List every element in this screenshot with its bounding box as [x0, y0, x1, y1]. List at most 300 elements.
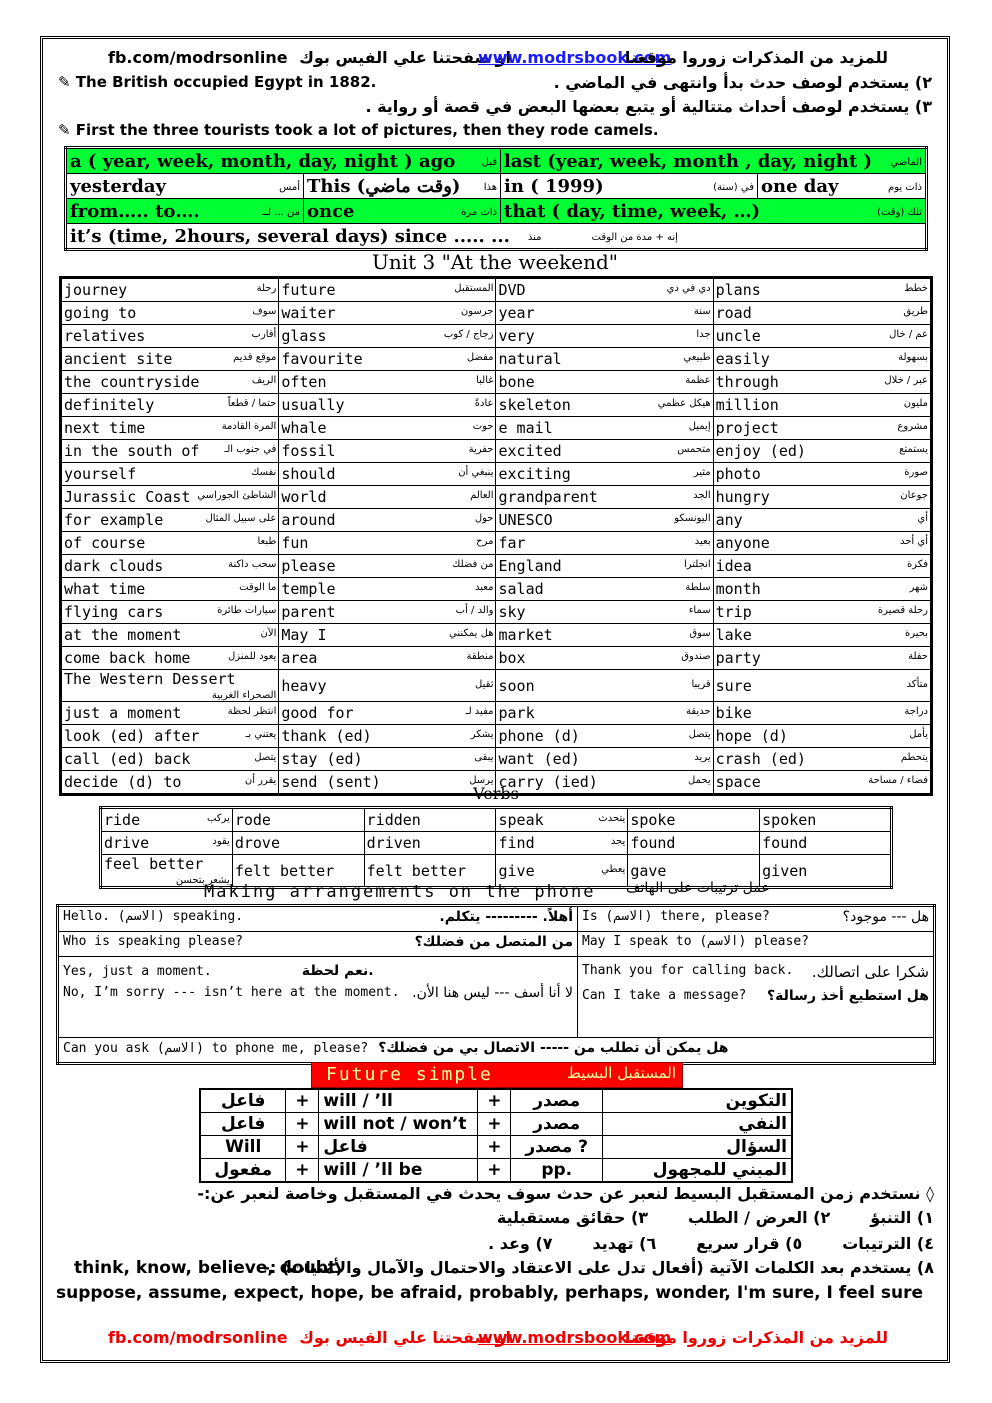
vocab-cell	[279, 509, 496, 532]
verb-form: felt better	[366, 861, 466, 880]
vocab-row	[61, 601, 932, 624]
vocab-cell	[279, 278, 496, 302]
vocab-meaning: يعود للمنزل	[227, 651, 277, 662]
vocab-meaning: منطقة	[466, 651, 494, 662]
verb-row	[101, 808, 892, 832]
top-header	[108, 48, 888, 67]
future-cell: مصدر	[511, 1113, 603, 1136]
vocab-meaning: جدا	[696, 329, 711, 340]
vocab-word: project	[715, 419, 779, 437]
verb-cell	[232, 808, 364, 832]
verb-cell	[760, 832, 892, 855]
vocab-meaning: سوق	[689, 628, 711, 639]
verb-form: feel better	[104, 855, 204, 873]
vocab-word: box	[498, 649, 526, 667]
phone-section-title-ar: عمل ترتيبات على الهاتف	[626, 880, 770, 896]
vocab-word: park	[498, 704, 535, 722]
vocab-meaning: سيارات طائرة	[217, 605, 277, 616]
vocab-cell	[713, 417, 931, 440]
vocab-cell	[713, 486, 931, 509]
verb-form: give	[498, 861, 535, 880]
vocab-meaning: ما الوقت	[239, 582, 277, 593]
vocab-word: at the moment	[64, 626, 182, 644]
vocab-meaning: دراجة	[904, 706, 928, 717]
verb-form: driven	[366, 834, 421, 852]
vocab-meaning: مليون	[903, 398, 928, 409]
verb-form: spoke	[630, 811, 676, 829]
vocab-word: easily	[715, 350, 770, 368]
vocab-cell	[61, 578, 279, 601]
vocab-word: grandparent	[498, 488, 598, 506]
future-row	[200, 1089, 792, 1113]
vocab-meaning: عم / خال	[889, 329, 928, 340]
past-use-3: ٣) يستخدم لوصف أحداث متتالية أو يتبع بعضها البعض في قصة أو رواية .	[365, 97, 932, 116]
vocab-word: flying cars	[64, 603, 164, 621]
vocab-word: favourite	[281, 350, 363, 368]
vocab-meaning: غالبا	[476, 375, 494, 386]
vocab-meaning: صندوق	[681, 651, 711, 662]
vocab-cell	[61, 509, 279, 532]
vocab-cell	[496, 748, 713, 771]
vocab-word: around	[281, 511, 336, 529]
verb-cell	[628, 808, 760, 832]
vocab-meaning: حول	[474, 513, 494, 524]
vocab-word: phone (d)	[498, 727, 580, 745]
vocab-word: glass	[281, 327, 327, 345]
verb-meaning: يشعر بتحسن	[175, 875, 230, 886]
vocab-word: what time	[64, 580, 146, 598]
vocab-word: year	[498, 304, 535, 322]
vocab-word: waiter	[281, 304, 336, 322]
time-word-cell: a ( year, week, month, day, night ) ago قبل	[66, 148, 501, 174]
vocab-meaning: إيميل	[688, 421, 711, 432]
vocab-meaning: يأمل	[909, 729, 928, 740]
vocab-meaning: حديقة	[685, 706, 711, 717]
vocab-meaning: ينبغي أن	[458, 467, 494, 478]
future-cell: المبني للمجهول	[603, 1159, 793, 1183]
vocab-cell	[61, 532, 279, 555]
vocab-meaning: يشكر	[470, 729, 494, 740]
verbs-title: Verbs	[473, 784, 519, 803]
vocab-row	[61, 578, 932, 601]
future-row	[200, 1113, 792, 1136]
vocab-word: May I	[281, 626, 327, 644]
vocab-meaning: يقرر أن	[244, 775, 277, 786]
vocab-word: the countryside	[64, 373, 200, 391]
vocab-meaning: الجد	[693, 490, 711, 501]
verb-form: found	[762, 834, 808, 852]
future-cell: التكوين	[603, 1089, 793, 1113]
verb-form: ridden	[366, 811, 421, 829]
vocab-meaning: موقع قديم	[233, 352, 277, 363]
vocab-word: crash (ed)	[715, 750, 806, 768]
future-cell: +	[478, 1136, 511, 1159]
vocab-word: good for	[281, 704, 354, 722]
phrase-cell: Can you ask (الاسم) to phone me, please? هل يمكن أن تطلب من ----- الاتصال بي من فضلك؟	[58, 1038, 935, 1064]
vocab-cell	[713, 278, 931, 302]
vocab-meaning: المرة القادمة	[221, 421, 277, 432]
vocab-meaning: يتصل	[688, 729, 711, 740]
vocab-row	[61, 463, 932, 486]
vocab-meaning: انجلترا	[683, 559, 711, 570]
future-uses-8: think, know, believe, doubt, ٨) يستخدم بعد الكلمات الآتية (أفعال تدل على الاعتقاد والاحتمال والآمال والأمنيات) :-	[74, 1258, 934, 1278]
vocab-row	[61, 348, 932, 371]
vocab-word: sky	[498, 603, 526, 621]
vocab-meaning: نفسك	[251, 467, 277, 478]
vocab-word: of course	[64, 534, 146, 552]
future-cell: السؤال	[603, 1136, 793, 1159]
vocab-word: often	[281, 373, 327, 391]
time-word-cell: one day ذات يوم	[758, 174, 927, 199]
vocab-cell	[713, 771, 931, 795]
vocab-word: journey	[64, 281, 128, 299]
vocab-word: idea	[715, 557, 752, 575]
vocab-row	[61, 440, 932, 463]
vocab-word: usually	[281, 396, 345, 414]
vocab-word: yourself	[64, 465, 137, 483]
vocab-word: should	[281, 465, 336, 483]
vocab-word: hungry	[715, 488, 770, 506]
vocab-cell	[61, 702, 279, 725]
vocab-word: e mail	[498, 419, 553, 437]
verb-form: speak	[498, 811, 544, 829]
vocab-cell	[713, 371, 931, 394]
vocab-meaning: المستقبل	[454, 283, 494, 294]
vocab-meaning: الصحراء الغربية	[211, 690, 277, 701]
vocab-word: anyone	[715, 534, 770, 552]
example-2: ✎ First the three tourists took a lot of pictures, then they rode camels.	[58, 121, 659, 139]
vocab-cell	[713, 532, 931, 555]
vocab-row	[61, 702, 932, 725]
future-cell: مصدر ?	[511, 1136, 603, 1159]
vocab-row	[61, 302, 932, 325]
phrase-cell: May I speak to (الاسم) please?	[578, 932, 935, 957]
vocab-cell	[713, 302, 931, 325]
time-word-cell: from….. to…. من ... لــ	[66, 199, 304, 224]
verb-cell	[101, 832, 233, 855]
vocab-meaning: دي في دي	[666, 283, 711, 294]
future-cell: فاعل	[200, 1089, 286, 1113]
vocab-word: decide (d) to	[64, 773, 182, 791]
vocab-meaning: طبيعي	[683, 352, 711, 363]
vocab-word: ancient site	[64, 350, 173, 368]
vocab-meaning: حفرية	[468, 444, 494, 455]
vocab-word: salad	[498, 580, 544, 598]
vocab-cell	[279, 702, 496, 725]
vocab-meaning: بحيرة	[904, 628, 928, 639]
vocab-cell	[279, 624, 496, 647]
vocab-meaning: مفضل	[466, 352, 494, 363]
website-link[interactable]: www.modrsbook.com	[478, 48, 672, 67]
vocab-cell	[61, 647, 279, 670]
vocab-word: million	[715, 396, 779, 414]
vocab-word: plans	[715, 281, 761, 299]
vocab-word: come back home	[64, 649, 191, 667]
verb-meaning: يعطي	[601, 863, 626, 875]
vocab-meaning: أي	[917, 513, 928, 524]
verbs-table	[99, 806, 893, 889]
vocab-cell	[279, 394, 496, 417]
vocab-cell	[279, 578, 496, 601]
verb-meaning: يقود	[212, 836, 230, 847]
vocab-cell	[496, 278, 713, 302]
vocab-cell	[713, 555, 931, 578]
vocab-word: carry (ied)	[498, 773, 598, 791]
vocab-cell	[61, 601, 279, 624]
vocab-cell	[61, 725, 279, 748]
vocab-word: dark clouds	[64, 557, 164, 575]
verb-cell	[496, 832, 628, 855]
vocab-cell	[61, 486, 279, 509]
verb-cell	[496, 808, 628, 832]
vocab-row	[61, 325, 932, 348]
vocab-meaning: يتحطم	[900, 752, 928, 763]
phrase-cell: Hello. (الاسم) speaking. أهلاً. --------- يتكلم.	[58, 906, 578, 932]
vocab-word: going to	[64, 304, 137, 322]
vocab-word: uncle	[715, 327, 761, 345]
vocab-cell	[279, 325, 496, 348]
vocab-meaning: جوعان	[900, 490, 928, 501]
vocab-word: thank (ed)	[281, 727, 372, 745]
vocab-word: future	[281, 281, 336, 299]
vocab-word: far	[498, 534, 526, 552]
phone-section-title: Making arrangements on the phone	[204, 882, 596, 902]
vocab-cell	[61, 394, 279, 417]
vocab-word: fossil	[281, 442, 336, 460]
vocab-cell	[279, 601, 496, 624]
vocab-meaning: مشروع	[897, 421, 928, 432]
vocab-cell	[279, 670, 496, 702]
vocab-meaning: سحب داكنة	[228, 559, 277, 570]
verb-cell	[101, 808, 233, 832]
vocab-meaning: الآن	[260, 628, 277, 639]
vocab-meaning: مثير	[693, 467, 711, 478]
vocab-meaning: فضاء / مساحة	[868, 775, 928, 786]
vocab-meaning: والد / أب	[455, 605, 494, 616]
vocab-meaning: حفلة	[908, 651, 928, 662]
vocab-cell	[279, 348, 496, 371]
time-word-cell: it’s (time, 2hours, several days) since ..... ... منذ إنه + مدة من الوقت	[66, 224, 927, 250]
future-cell: will / ’ll be	[319, 1159, 478, 1183]
vocab-cell	[713, 578, 931, 601]
vocab-cell	[496, 555, 713, 578]
vocab-cell	[713, 325, 931, 348]
vocab-meaning: ثقيل	[475, 678, 494, 690]
vocab-word: DVD	[498, 281, 526, 299]
vocab-word: through	[715, 373, 779, 391]
vocab-word: world	[281, 488, 327, 506]
vocab-cell	[279, 302, 496, 325]
time-words-table	[64, 146, 928, 251]
vocab-cell	[61, 278, 279, 302]
vocab-word: bike	[715, 704, 752, 722]
vocab-word: next time	[64, 419, 146, 437]
vocab-row	[61, 509, 932, 532]
future-cell: will not / won’t	[319, 1113, 478, 1136]
vocab-meaning: عظمة	[685, 375, 711, 386]
future-cell: النفي	[603, 1113, 793, 1136]
vocab-cell	[713, 601, 931, 624]
vocab-word: temple	[281, 580, 336, 598]
future-uses-row2: ٤) الترتيبات٥) قرار سريع٦) تهديد٧) وعد .	[488, 1234, 934, 1253]
vocab-meaning: من فضلك	[452, 559, 494, 570]
phrase-cell: Yes, just a moment. نعم لحظة. No, I’m sorry --- isn’t here at the moment. لا أنا أسف --- ليس هنا الأن.	[58, 957, 578, 1038]
vocab-meaning: شهر	[909, 582, 928, 593]
future-cell: +	[478, 1159, 511, 1183]
vocab-meaning: عبر / خلال	[884, 375, 928, 386]
verb-form: felt better	[234, 861, 335, 880]
vocab-word: send (sent)	[281, 773, 381, 791]
verb-cell	[760, 808, 892, 832]
vocab-meaning: أي أحد	[900, 536, 928, 547]
vocab-cell	[496, 371, 713, 394]
vocab-cell	[496, 440, 713, 463]
vocab-row	[61, 394, 932, 417]
vocab-meaning: سنة	[693, 306, 711, 317]
vocab-meaning: معبد	[475, 582, 494, 593]
vocab-row	[61, 486, 932, 509]
unit-title: Unit 3 "At the weekend"	[371, 250, 619, 274]
vocab-word: definitely	[64, 396, 155, 414]
vocab-word: excited	[498, 442, 562, 460]
vocab-cell	[496, 702, 713, 725]
vocab-word: road	[715, 304, 752, 322]
vocab-cell	[496, 325, 713, 348]
vocab-word: just a moment	[64, 704, 182, 722]
phone-phrases-table	[56, 904, 936, 1065]
vocab-meaning: الشاطئ الجوراسي	[197, 490, 277, 501]
vocab-word: bone	[498, 373, 535, 391]
vocab-word: party	[715, 649, 761, 667]
verb-meaning: يتحدث	[598, 813, 626, 824]
verb-cell	[364, 808, 496, 832]
bottom-header	[108, 1328, 888, 1347]
vocab-word: whale	[281, 419, 327, 437]
future-cell: will / ’ll	[319, 1089, 478, 1113]
vocab-meaning: انتظر لحظة	[227, 706, 277, 717]
verb-form: given	[762, 861, 808, 880]
future-cell: +	[478, 1089, 511, 1113]
vocab-meaning: صورة	[904, 467, 928, 478]
future-uses-intro: ◊ نستخدم زمن المستقبل البسيط لنعبر عن حدث سوف يحدث في المستقبل وخاصة لنعبر عن:-	[197, 1184, 934, 1203]
future-cell: +	[286, 1113, 319, 1136]
phrase-cell: Thank you for calling back. شكرا على اتصالك. Can I take a message? هل استطيع أخذ رسالة؟	[578, 957, 935, 1038]
vocab-word: month	[715, 580, 761, 598]
vocab-cell	[279, 555, 496, 578]
vocab-meaning: يتصل	[254, 752, 277, 763]
example-1: ✎ The British occupied Egypt in 1882.	[58, 73, 377, 91]
verb-cell	[232, 832, 364, 855]
vocab-word: trip	[715, 603, 752, 621]
vocab-word: market	[498, 626, 553, 644]
vocab-cell	[713, 647, 931, 670]
verb-form: drove	[234, 834, 280, 852]
vocab-cell	[279, 647, 496, 670]
vocab-word: very	[498, 327, 535, 345]
vocab-cell	[713, 748, 931, 771]
vocab-cell	[61, 371, 279, 394]
vocab-cell	[279, 725, 496, 748]
vocab-meaning: عادةً	[474, 398, 494, 409]
vocab-cell	[279, 371, 496, 394]
vocab-cell	[61, 302, 279, 325]
vocab-meaning: يريد	[694, 752, 711, 763]
vocab-cell	[61, 463, 279, 486]
vocab-cell	[279, 532, 496, 555]
facebook-link-bottom[interactable]: fb.com/modrsonline	[108, 1328, 288, 1347]
verb-cell	[628, 832, 760, 855]
vocab-cell	[61, 670, 279, 702]
vocab-meaning: سوف	[252, 306, 277, 317]
vocab-word: exciting	[498, 465, 571, 483]
vocab-word: sure	[715, 676, 752, 695]
vocab-meaning: يستمتع	[899, 444, 928, 455]
future-row	[200, 1159, 792, 1183]
vocab-cell	[713, 440, 931, 463]
verb-form: rode	[234, 811, 271, 829]
vocab-cell	[279, 440, 496, 463]
future-uses-row1: ١) التنبؤ٢) العرض / الطلب٣) حقائق مستقبلية	[496, 1208, 934, 1227]
vocab-word: space	[715, 773, 761, 791]
vocab-cell	[496, 725, 713, 748]
vocab-cell	[61, 440, 279, 463]
vocab-word: in the south of	[64, 442, 200, 460]
vocab-cell	[61, 748, 279, 771]
vocab-cell	[496, 578, 713, 601]
future-uses-8-words: suppose, assume, expect, hope, be afraid, probably, perhaps, wonder, I'm sure, I feel sure	[56, 1283, 924, 1303]
vocab-row	[61, 371, 932, 394]
vocab-meaning: الريف	[251, 375, 277, 386]
vocab-meaning: فكرة	[906, 559, 928, 570]
vocab-word: look (ed) after	[64, 727, 200, 745]
vocab-cell	[496, 647, 713, 670]
phrase-cell: Who is speaking please? من المتصل من فضلك؟	[58, 932, 578, 957]
verb-cell	[760, 855, 892, 888]
vocab-word: The Western Dessert	[64, 670, 236, 688]
vocab-word: please	[281, 557, 336, 575]
vocab-meaning: هيكل عظمي	[657, 398, 711, 409]
vocab-meaning: حوت	[472, 421, 494, 432]
vocab-row	[61, 748, 932, 771]
vocab-cell	[61, 555, 279, 578]
vocab-word: Jurassic Coast	[64, 488, 191, 506]
future-cell: +	[478, 1113, 511, 1136]
vocab-word: parent	[281, 603, 336, 621]
website-label-bottom: للمزيد من المذكرات زوروا موقعنا	[624, 1328, 888, 1347]
vocab-meaning: يرسل	[469, 775, 494, 786]
vocab-word: fun	[281, 534, 309, 552]
vocab-meaning: بعيد	[694, 536, 711, 547]
vocab-cell	[496, 670, 713, 702]
vocab-meaning: هل يمكنني	[449, 628, 494, 639]
vocab-cell	[61, 325, 279, 348]
vocab-row	[61, 417, 932, 440]
website-link-bottom[interactable]: www.modrsbook.com	[478, 1328, 672, 1347]
vocab-meaning: في جنوب الـ	[224, 444, 277, 455]
vocab-cell	[279, 748, 496, 771]
phrase-cell: Is (الاسم) there, please? هل --- موجود؟	[578, 906, 935, 932]
vocab-cell	[713, 463, 931, 486]
vocab-cell	[496, 532, 713, 555]
vocab-row	[61, 725, 932, 748]
facebook-link[interactable]: fb.com/modrsonline	[108, 48, 288, 67]
vocab-word: soon	[498, 676, 535, 695]
vocab-word: area	[281, 649, 318, 667]
future-cell: pp.	[511, 1159, 603, 1183]
vocab-cell	[61, 771, 279, 795]
vocab-meaning: جرسون	[460, 306, 494, 317]
verb-form: found	[630, 834, 676, 852]
